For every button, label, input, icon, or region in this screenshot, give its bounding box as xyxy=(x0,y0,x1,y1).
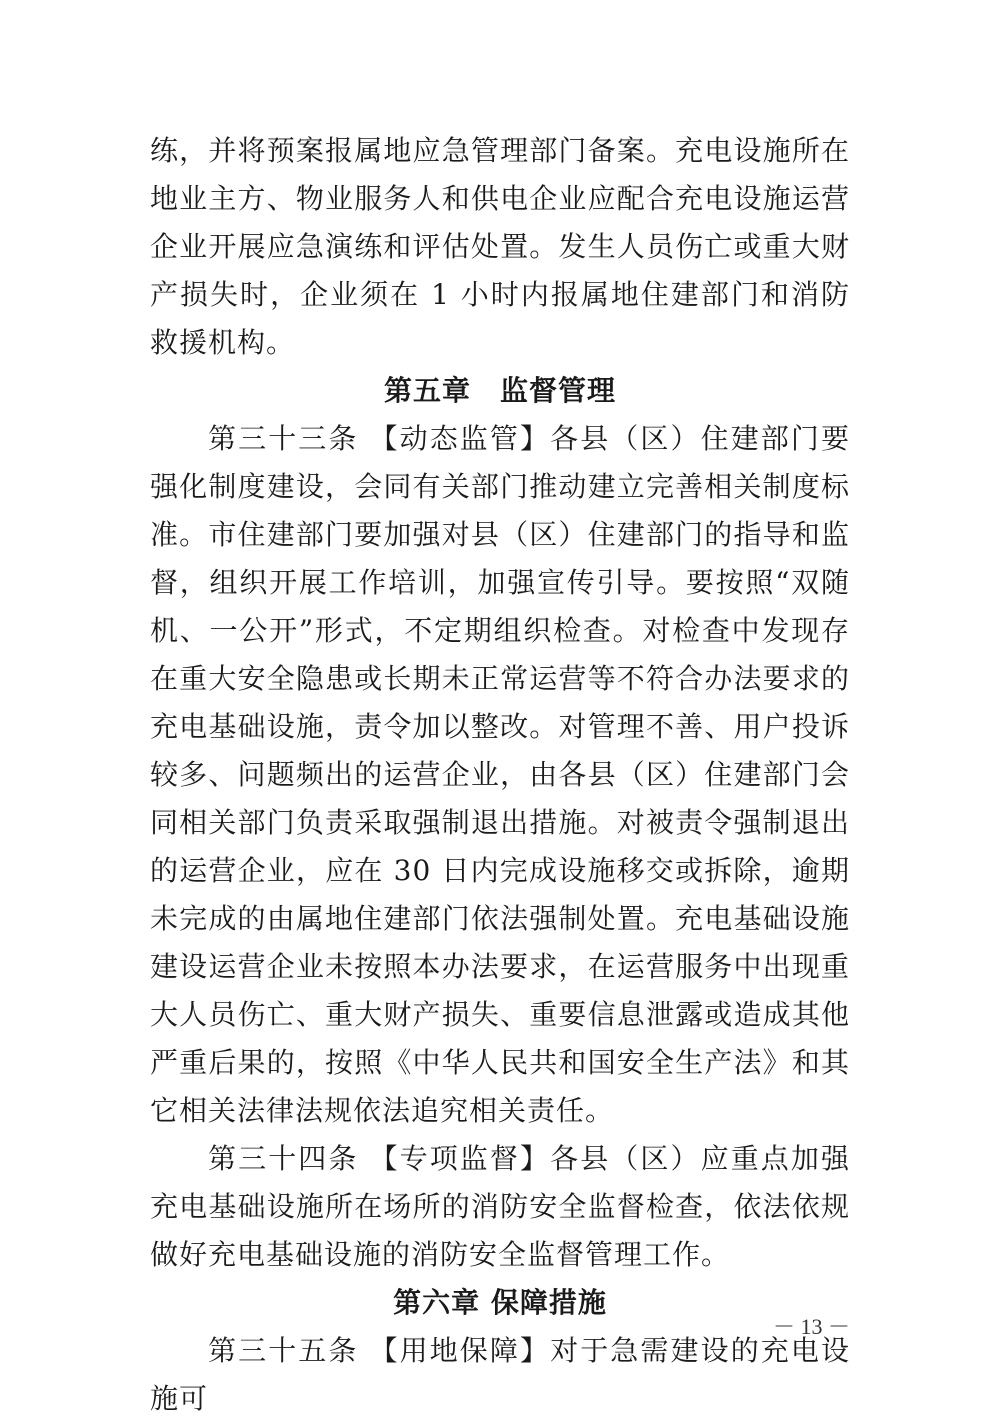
article-33-paragraph: 第三十三条 【动态监管】各县（区）住建部门要强化制度建设，会同有关部门推动建立完善相关制度标准。市住建部门要加强对县（区）住建部门的指导和监督，组织开展工作培训，加强宣传引导。要按照“双随机、一公开”形式，不定期组织检查。对检查中发现存在重大安全隐患或长期未正常运营等不符合办法要求的充电基础设施，责令加以整改。对管理不善、用户投诉较多、问题频出的运营企业，由各县（区）住建部门会同相关部门负责采取强制退出措施。对被责令强制退出的运营企业，应在 30 日内完成设施移交或拆除，逾期未完成的由属地住建部门依法强制处置。充电基础设施建设运营企业未按照本办法要求，在运营服务中出现重大人员伤亡、重大财产损失、重要信息泄露或造成其他严重后果的，按照《中华人民共和国安全生产法》和其它相关法律法规依法追究相关责任。 xyxy=(150,422,850,1127)
chapter-five-heading: 第五章 监督管理 xyxy=(383,374,616,407)
document-body xyxy=(150,127,850,1423)
page-number: － 13 － xyxy=(772,1314,850,1339)
chapter-six-heading: 第六章 保障措施 xyxy=(393,1286,607,1319)
article-34-paragraph: 第三十四条 【专项监督】各县（区）应重点加强充电基础设施所在场所的消防安全监督检查，依法依规做好充电基础设施的消防安全监督管理工作。 xyxy=(150,1142,850,1271)
intro-paragraph: 练，并将预案报属地应急管理部门备案。充电设施所在地业主方、物业服务人和供电企业应配合充电设施运营企业开展应急演练和评估处置。发生人员伤亡或重大财产损失时，企业须在 1 小时内报属地住建部门和消防救援机构。 xyxy=(150,134,850,359)
article-35-paragraph: 第三十五条 【用地保障】对于急需建设的充电设施可 xyxy=(150,1334,850,1415)
